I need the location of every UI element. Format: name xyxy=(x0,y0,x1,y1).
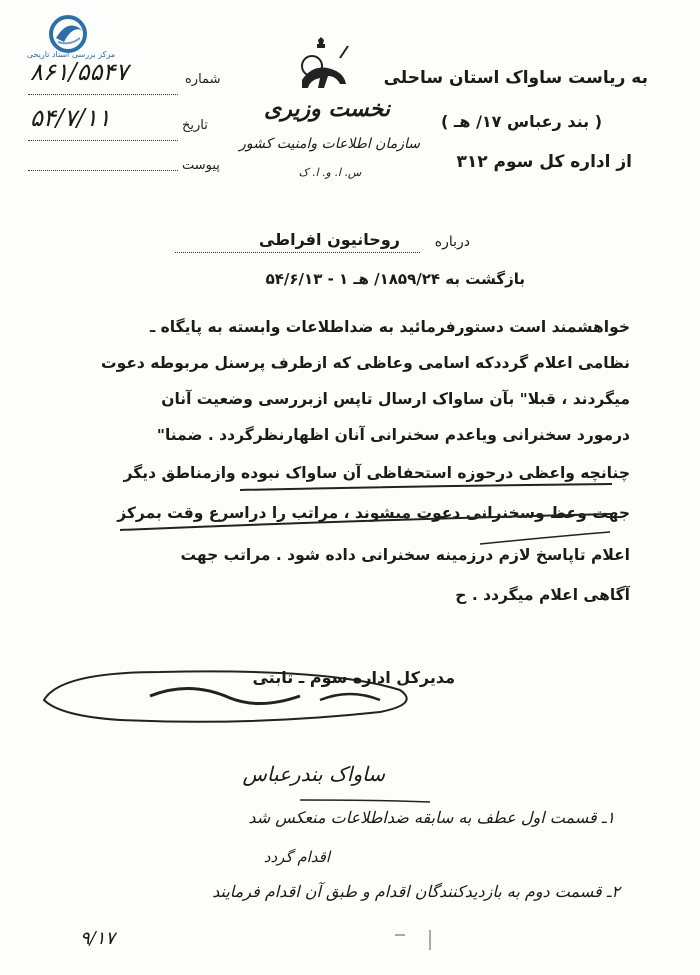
body-line: جهت وعظ وسخنرانی دعوت میشوند ، مراتب را دراسرع وقت بمرکز xyxy=(117,504,630,522)
organization-name: سازمان اطلاعات وامنیت کشور xyxy=(239,136,420,152)
signatory-title: مدیرکل اداره سوم ـ ثابتی xyxy=(252,668,455,687)
handwritten-line: اقدام گردد xyxy=(263,848,330,866)
handwritten-line: ۲ـ قسمت دوم به بازدیدکنندگان اقدام و طبق آن اقدام فرمایند xyxy=(212,882,620,901)
date-value: ۵۴/۷/۱۱ xyxy=(30,104,111,132)
handwritten-line: ۱ـ قسمت اول عطف به سابقه ضداطلاعات منعکس شد xyxy=(248,808,615,827)
number-label: شماره xyxy=(185,72,221,87)
body-line: آگاهی اعلام میگردد . ح xyxy=(455,586,630,604)
body-line: میگردند ، قبلا" بآن ساواک ارسال تاپس ازبررسی وضعیت آنان xyxy=(161,390,630,408)
subject-value: روحانیون افراطی xyxy=(258,230,400,249)
date-label: تاریخ xyxy=(182,118,208,133)
number-value: ۸۶۱/۵۵۴۷ xyxy=(30,58,129,86)
recipient: به ریاست ساواک استان ساحلی xyxy=(383,68,648,88)
reference-line: بازگشت به ۱۸۵۹/۲۴/ هـ ۱ - ۵۴/۶/۱۳ xyxy=(265,270,525,288)
body-line: درمورد سخنرانی ویاعدم سخنرانی آنان اظهارنظرگردد . ضمنا" xyxy=(156,426,630,444)
body-line: چنانچه واعظی درحوزه استحفاظی آن ساواک نبوده وازمناطق دیگر xyxy=(123,464,630,482)
handwritten-footnote: ۹/۱۷ xyxy=(80,928,116,949)
archive-watermark-text: مرکز بررسی اسناد تاریخی xyxy=(26,50,116,59)
body-line: نظامی اعلام گرددکه اسامی وعاظی که ازطرف پرسنل مربوطه دعوت xyxy=(101,354,630,372)
ministry-title: نخست وزیری xyxy=(264,96,390,122)
sender-department: از اداره کل سوم ۳۱۲ xyxy=(456,152,632,172)
body-line: خواهشمند است دستورفرمائید به ضداطلاعات وابسته به پایگاه ـ xyxy=(149,318,630,336)
body-line: اعلام تاپاسخ لازم درزمینه سخنرانی داده شود . مراتب جهت xyxy=(180,546,630,564)
subject-label: درباره xyxy=(434,234,470,250)
attachment-label: پیوست xyxy=(182,158,220,173)
clause: ( بند رعباس ۱۷/ هـ ) xyxy=(441,112,602,131)
handwritten-header: ساواک بندرعباس xyxy=(242,762,385,786)
organization-code: س. ا. و. ا. ک xyxy=(298,166,362,179)
